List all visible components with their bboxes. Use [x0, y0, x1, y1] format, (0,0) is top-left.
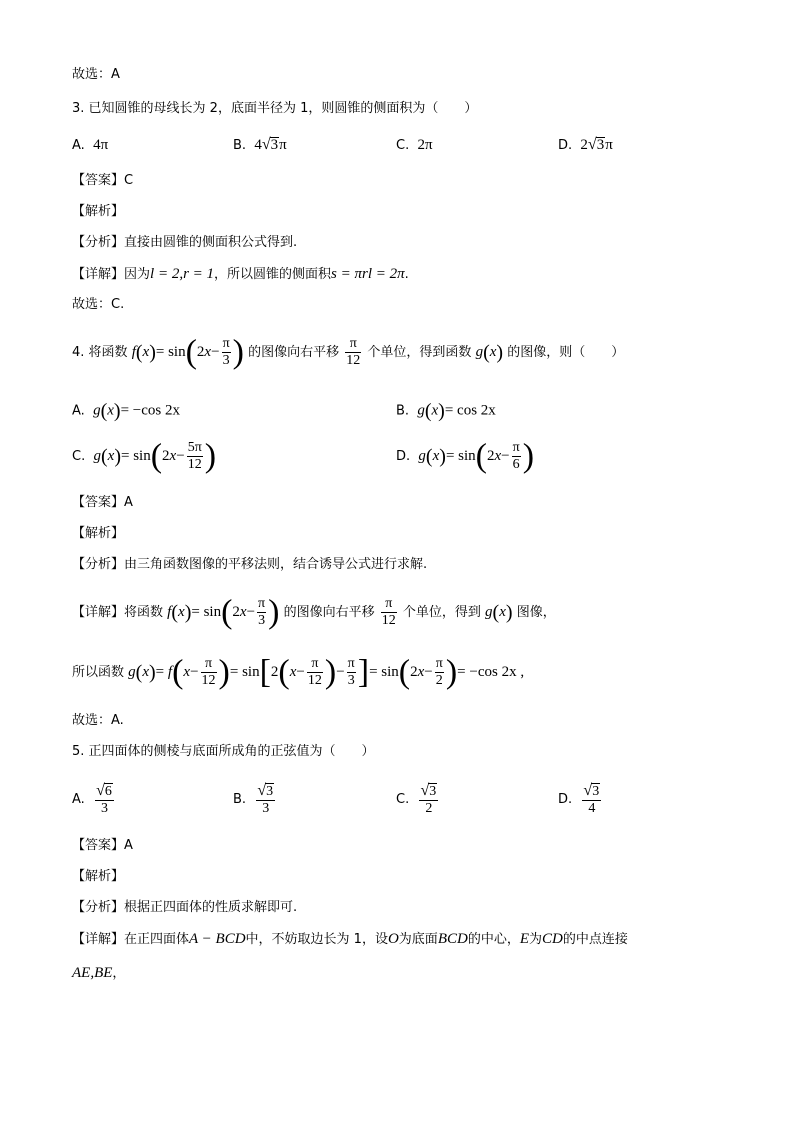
q4-option-d: D. g(x)= sin(2x− $\frac{\pi}{6}$ ): [396, 437, 535, 475]
q5-answer: 【答案】A: [72, 838, 133, 853]
q5-option-c: C. $\frac{√3}{2}$: [396, 781, 437, 816]
q3-option-c: C. 2π: [396, 137, 433, 153]
q4-stem: 4. 将函数 f(x)= sin(2x− $\frac{\pi}{3}$ ) 的图像向右平移 $\frac{\pi}{12}$ 个单位，得到函数 g(x) 的图像，则（ ）: [72, 333, 625, 371]
q5-xiangjie-line2: AE,BE，: [72, 965, 126, 981]
q5-analysis-tag: 【解析】: [72, 869, 125, 884]
q3-fenxi: 【分析】直接由圆锥的侧面积公式得到.: [72, 235, 298, 250]
top-conclusion: 故选：A: [72, 67, 120, 82]
q4-so: 所以函数 g(x)= f(x− $\frac{\pi}{12}$ )= sin[2(x− $\frac{\pi}{12}$ )− $\frac{\pi}{3}$ ]= sin(2x− $\frac{\pi}{2}$ )= −cos 2x ,: [72, 653, 525, 691]
q3-option-d: D. 2√3π: [558, 136, 613, 153]
q5-option-d: D. $\frac{√3}{4}$: [558, 781, 600, 816]
q4-option-c: C. g(x)= sin(2x− $\frac{5\pi}{12}$ ): [72, 437, 217, 475]
q4-xiangjie: 【详解】将函数 f(x)= sin(2x− $\frac{\pi}{3}$ ) 的图像向右平移 $\frac{\pi}{12}$ 个单位，得到 g(x) 图像，: [72, 593, 556, 631]
q3-stem: 3. 已知圆锥的母线长为 2，底面半径为 1，则圆锥的侧面积为（ ）: [72, 101, 478, 116]
q5-fenxi: 【分析】根据正四面体的性质求解即可.: [72, 900, 298, 915]
q3-xiangjie: 【详解】因为l = 2,r = 1，所以圆锥的侧面积s = πrl = 2π.: [72, 266, 409, 282]
q3-conclusion: 故选：C.: [72, 297, 125, 312]
q4-answer: 【答案】A: [72, 495, 133, 510]
q5-option-b: B. $\frac{√3}{3}$: [233, 781, 274, 816]
q5-stem: 5. 正四面体的侧棱与底面所成角的正弦值为（ ）: [72, 744, 375, 759]
q5-option-a: A. $\frac{√6}{3}$: [72, 781, 112, 816]
q3-option-b: B. 4√3π: [233, 136, 287, 153]
answer-tag: 【答案】: [72, 173, 125, 188]
q4-fenxi: 【分析】由三角函数图像的平移法则，结合诱导公式进行求解.: [72, 557, 428, 572]
q3-analysis-tag: 【解析】: [72, 204, 125, 219]
q4-conclusion: 故选：A.: [72, 713, 124, 728]
q3-answer: 【答案】C: [72, 173, 134, 188]
q5-xiangjie: 【详解】在正四面体A − BCD中，不妨取边长为 1，设O为底面BCD的中心，E为CD的中点连接: [72, 931, 628, 947]
q3-option-a: A. 4π: [72, 137, 109, 153]
q4-analysis-tag: 【解析】: [72, 526, 125, 541]
q4-option-b: B. g(x)= cos 2x: [396, 400, 496, 422]
q4-option-a: A. g(x)= −cos 2x: [72, 400, 180, 422]
